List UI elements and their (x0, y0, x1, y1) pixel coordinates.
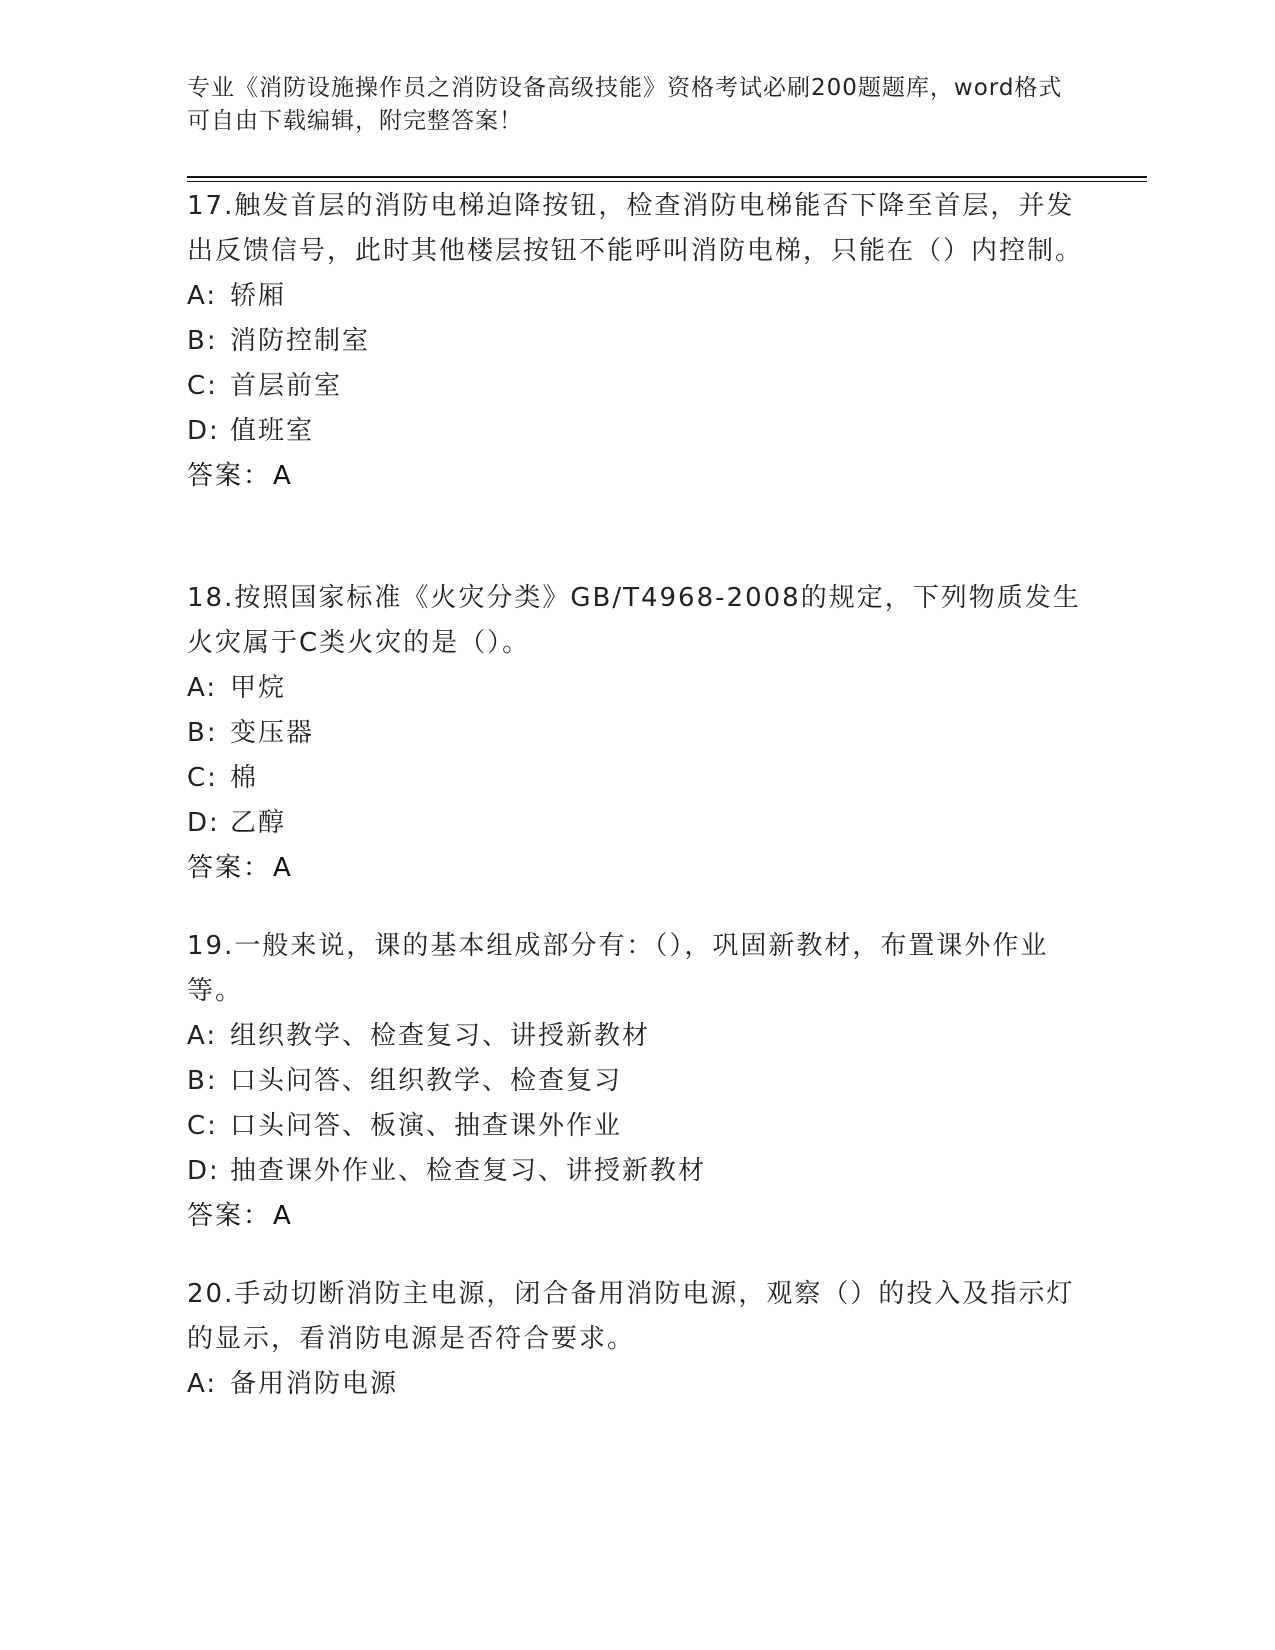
option-text: 备用消防电源 (230, 1369, 399, 1399)
option-d (187, 409, 1087, 454)
question-text: 18.按照国家标准《火灾分类》GB/T4968-2008的规定，下列物质发生火灾属于C类火灾的是（）。 (187, 583, 1081, 658)
option-letter: B: (187, 1066, 218, 1096)
option-text: 口头问答、组织教学、检查复习 (230, 1066, 623, 1096)
answer-value: A (273, 853, 293, 883)
option-b (187, 319, 1087, 364)
document-header: 专业《消防设施操作员之消防设备高级技能》资格考试必刷200题题库，word格式可自由下载编辑，附完整答案！ (187, 75, 1063, 134)
option-c (187, 364, 1087, 409)
question-19 (187, 924, 1087, 1239)
option-letter: A: (187, 1369, 218, 1399)
answer-value: A (273, 461, 293, 491)
option-text: 棉 (230, 763, 259, 793)
option-letter: D: (187, 1156, 220, 1186)
option-a (187, 666, 1087, 711)
answer-line (187, 454, 1087, 499)
option-a (187, 1014, 1087, 1059)
answer-label: 答案： (187, 1201, 272, 1231)
option-letter: A: (187, 281, 218, 311)
option-letter: A: (187, 1021, 218, 1051)
question-text: 20.手动切断消防主电源，闭合备用消防电源，观察（）的投入及指示灯的显示，看消防电源是否符合要求。 (187, 1279, 1075, 1354)
option-text: 首层前室 (230, 371, 343, 401)
option-text: 乙醇 (230, 808, 287, 838)
question-20 (187, 1272, 1087, 1407)
option-letter: B: (187, 718, 218, 748)
question-text: 17.触发首层的消防电梯迫降按钮，检查消防电梯能否下降至首层，并发出反馈信号，此时其他楼层按钮不能呼叫消防电梯，只能在（）内控制。 (187, 191, 1084, 266)
option-text: 轿厢 (230, 281, 287, 311)
option-b (187, 711, 1087, 756)
option-letter: C: (187, 1111, 218, 1141)
option-b (187, 1059, 1087, 1104)
option-letter: D: (187, 808, 220, 838)
option-text: 甲烷 (230, 673, 287, 703)
header-divider-thick (187, 176, 1147, 178)
option-text: 组织教学、检查复习、讲授新教材 (230, 1021, 651, 1051)
question-18 (187, 576, 1087, 891)
option-c (187, 1104, 1087, 1149)
option-text: 口头问答、板演、抽查课外作业 (230, 1111, 623, 1141)
answer-label: 答案： (187, 853, 272, 883)
option-letter: D: (187, 416, 220, 446)
option-letter: A: (187, 673, 218, 703)
option-text: 变压器 (230, 718, 315, 748)
option-text: 抽查课外作业、检查复习、讲授新教材 (230, 1156, 707, 1186)
option-text: 消防控制室 (230, 326, 371, 356)
option-a (187, 1362, 1087, 1407)
option-d (187, 801, 1087, 846)
option-letter: C: (187, 371, 218, 401)
question-text: 19.一般来说，课的基本组成部分有：（），巩固新教材，布置课外作业等。 (187, 931, 1049, 1006)
option-letter: B: (187, 326, 218, 356)
option-letter: C: (187, 763, 218, 793)
header-divider-thin (187, 181, 1147, 182)
option-d (187, 1149, 1087, 1194)
answer-label: 答案： (187, 461, 272, 491)
option-c (187, 756, 1087, 801)
option-text: 值班室 (230, 416, 315, 446)
option-a (187, 274, 1087, 319)
answer-line (187, 846, 1087, 891)
answer-line (187, 1194, 1087, 1239)
answer-value: A (273, 1201, 293, 1231)
question-17 (187, 184, 1087, 499)
